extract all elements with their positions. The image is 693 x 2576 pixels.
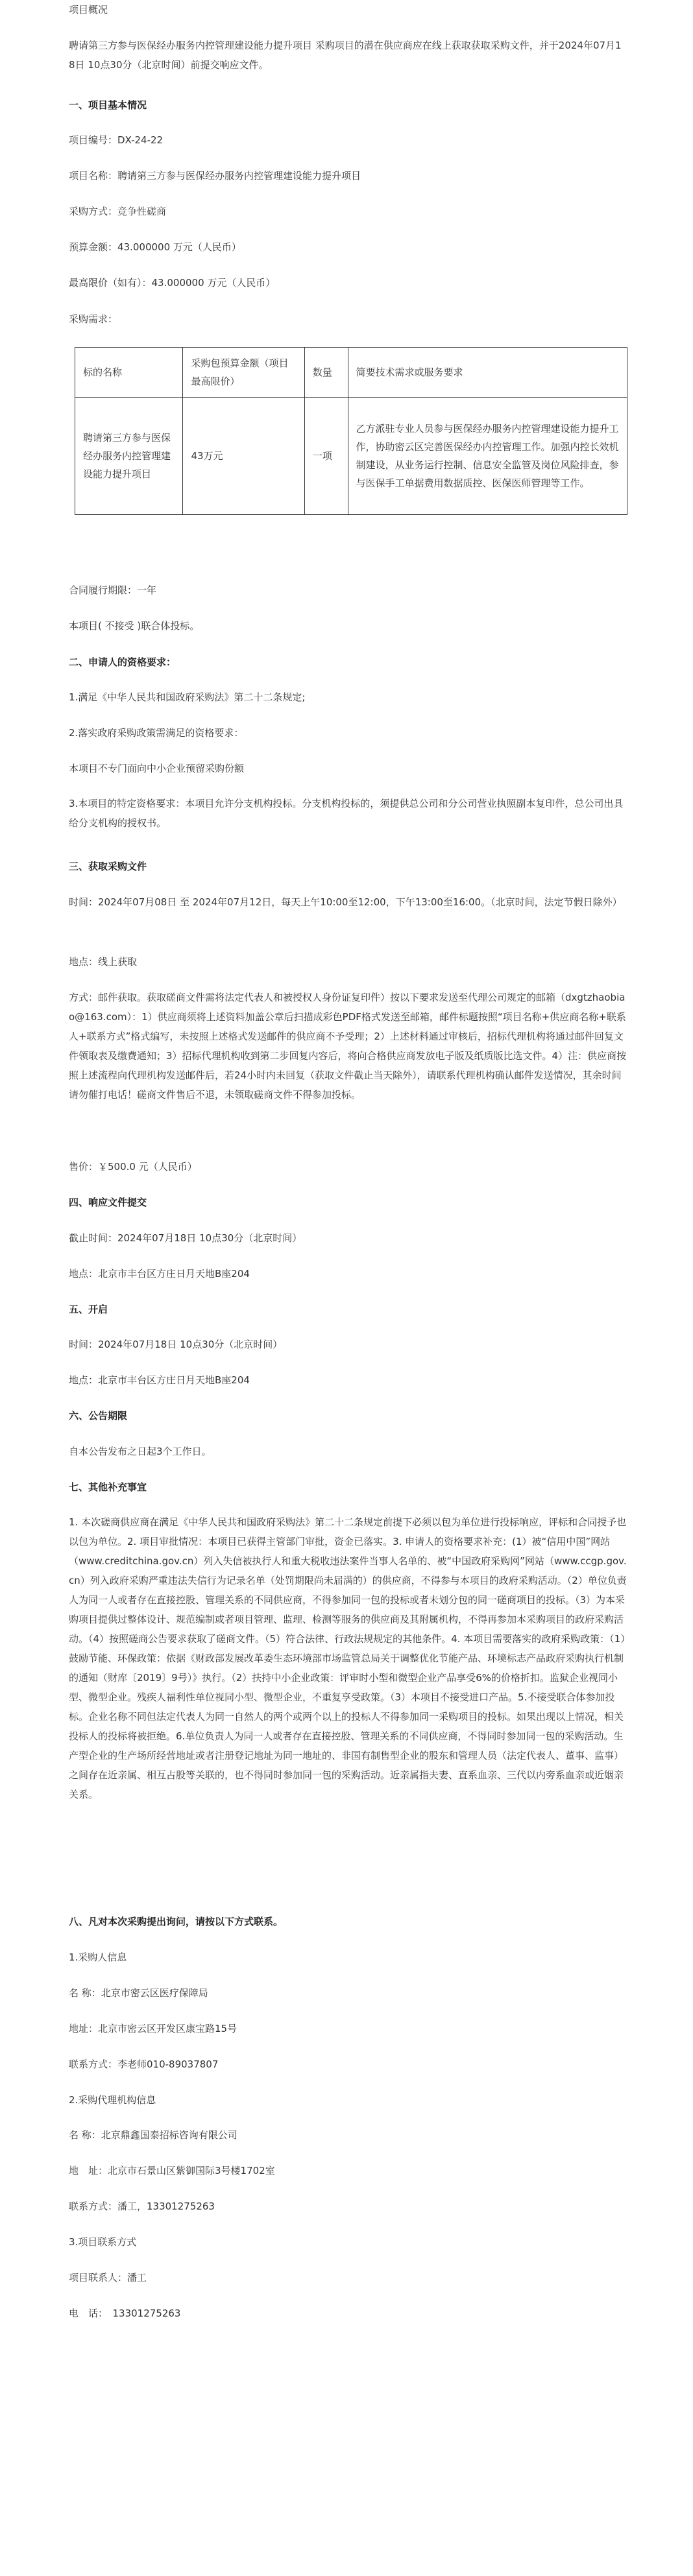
purchaser-name: 名 称：北京市密云区医疗保障局 <box>69 1987 208 1999</box>
table-header: 标的名称 <box>75 348 183 398</box>
section3-heading: 三、获取采购文件 <box>69 861 147 872</box>
supplementary-text: 1. 本次磋商供应商在满足《中华人民共和国政府采购法》第二十二条规定前提下必须以包为单位进行投标响应，评标和合同授予也以包为单位。2. 项目审批情况：本项目已获得主管部门审批，资金已落实。3. 申请人的资格要求补充：(1）被“信用中国”网站（www.creditchina.gov.cn）列入失信被执行人和重大税收违法案件当事人名单的、被“中国政府采购网”网站（www.ccgp.gov.cn）列入政府采购严重违法失信行为记录名单（处罚期限尚未届满的）的供应商，不得参与本项目的政府采购活动。（2）单位负责人为同一人或者存在直接控股、管理关系的不同供应商，不得参加同一包的投标或者未划分包的同一磋商项目的投标。（3）为本采购项目提供过整体设计、规范编制或者项目管理、监理、检测等服务的供应商及其附属机构，不得再参加本采购项目的政府采购活动。（4）按照磋商公告要求获取了磋商文件。（5）符合法律、行政法规规定的其他条件。4. 本项目需要落实的政府采购政策：（1）鼓励节能、环保政策：依据《财政部发展改革委生态环境部市场监管总局关于调整优化节能产品、环境标志产品政府采购执行机制的通知（财库〔2019〕9号）》执行。（2）扶持中小企业政策：评审时小型和微型企业产品享受6%的价格折扣。监狱企业视同小型、微型企业。残疾人福利性单位视同小型、微型企业，不重复享受政策。（3）本项目不接受进口产品。5.不接受联合体参加投标。企业名称不同但法定代表人为同一自然人的两个或两个以上的投标人不得参加同一采购项目的投标。如果出现以上情况，相关投标人的投标将被拒绝。6.单位负责人为同一人或者存在直接控股、管理关系的不同供应商，不得同时参加同一包的采购活动。生产型企业的生产场所经营地址或者注册登记地址为同一地址的、非国有制售型企业的股东和管理人员（法定代表人、董事、监事）之间存在近亲属、相互占股等关联的，也不得同时参加同一包的采购活动。近亲属指夫妻、直系血亲、三代以内旁系血亲或近姻亲关系。 <box>69 1516 627 1800</box>
section2-heading: 二、申请人的资格要求： <box>69 656 176 668</box>
contract-period: 合同履行期限：一年 <box>69 584 157 596</box>
overview-text: 聘请第三方参与医保经办服务内控管理建设能力提升项目 采购项目的潜在供应商应在线上获取获取采购文件，并于2024年07月18日 10点30分（北京时间）前提交响应文件。 <box>69 40 622 71</box>
budget-amount: 预算金额：43.000000 万元（人民币） <box>69 241 241 253</box>
table-header: 采购包预算金额（项目最高限价） <box>183 348 304 398</box>
opening-place: 地点：北京市丰台区方庄日月天地B座204 <box>69 1374 250 1386</box>
acquire-place: 地点：线上获取 <box>69 956 138 968</box>
qualification-item-3: 3.本项目的特定资格要求：本项目允许分支机构投标。分支机构投标的，须提供总公司和分公司营业执照副本复印件，总公司出具给分支机构的授权书。 <box>69 798 624 829</box>
project-contact-phone: 电 话： 13301275263 <box>69 2308 181 2319</box>
purchaser-contact: 联系方式：李老师010-89037807 <box>69 2058 219 2070</box>
project-number: 项目编号：DX-24-22 <box>69 134 164 146</box>
table-row <box>75 398 627 515</box>
document-price: 售价：￥500.0 元（人民币） <box>69 1161 197 1173</box>
overview-title: 项目概况 <box>69 4 108 16</box>
agency-title: 2.采购代理机构信息 <box>69 2094 156 2106</box>
table-cell-budget: 43万元 <box>183 398 304 515</box>
section7-heading: 七、其他补充事宜 <box>69 1481 147 1493</box>
section1-heading: 一、项目基本情况 <box>69 99 147 111</box>
submission-place: 地点：北京市丰台区方庄日月天地B座204 <box>69 1268 250 1280</box>
agency-contact: 联系方式：潘工，13301275263 <box>69 2200 215 2212</box>
max-price: 最高限价（如有）：43.000000 万元（人民币） <box>69 277 276 289</box>
section5-heading: 五、开启 <box>69 1304 108 1315</box>
section8-heading: 八、凡对本次采购提出询问，请按以下方式联系。 <box>69 1916 284 1927</box>
acquire-time: 时间：2024年07月08日 至 2024年07月12日，每天上午10:00至12:00，下午13:00至16:00。（北京时间，法定节假日除外） <box>69 896 622 908</box>
table-cell-requirement: 乙方派驻专业人员参与医保经办服务内控管理建设能力提升工作，协助密云区完善医保经办内控管理工作。加强内控长效机制建设，从业务运行控制、信息安全监管及岗位风险排查，参与医保手工单据费用数据质控、医保医师管理等工作。 <box>348 398 627 515</box>
agency-name: 名 称：北京鼎鑫国泰招标咨询有限公司 <box>69 2129 237 2141</box>
consortium-note: 本项目( 不接受 )联合体投标。 <box>69 620 200 632</box>
acquire-method: 方式：邮件获取。获取磋商文件需将法定代表人和被授权人身份证复印件）按以下要求发送至代理公司规定的邮箱（dxgtzhaobiao@163.com）：1）供应商须将上述资料加盖公章后扫描成彩色PDF格式发送至邮箱，邮件标题按照“项目名称+供应商名称+联系人+联系方式”格式编写，未按照上述格式发送邮件的供应商不予受理；2）上述材料通过审核后，招标代理机构将通过邮件回复文件领取表及缴费通知；3）招标代理机构收到第二步回复内容后，将向合格供应商发放电子版及纸质版比选文件。4）注：供应商按照上述流程向代理机构发送邮件后，若24小时内未回复（获取文件截止当天除外），请联系代理机构确认邮件发送情况，其余时间请勿催打电话！磋商文件售后不退，未领取磋商文件不得参加投标。 <box>69 992 627 1101</box>
section4-heading: 四、响应文件提交 <box>69 1197 147 1208</box>
project-contact-title: 3.项目联系方式 <box>69 2236 137 2248</box>
project-contact-person: 项目联系人：潘工 <box>69 2272 147 2284</box>
agency-address: 地 址：北京市石景山区紫御国际3号楼1702室 <box>69 2165 275 2176</box>
qualification-item-1: 1.满足《中华人民共和国政府采购法》第二十二条规定; <box>69 691 306 703</box>
purchaser-title: 1.采购人信息 <box>69 1951 127 1963</box>
table-cell-quantity: 一项 <box>304 398 348 515</box>
qualification-item-2-note: 本项目不专门面向中小企业预留采购份额 <box>69 763 245 774</box>
notice-period: 自本公告发布之日起3个工作日。 <box>69 1446 212 1457</box>
table-header-row <box>75 348 627 398</box>
opening-time: 时间：2024年07月18日 10点30分（北京时间） <box>69 1339 283 1350</box>
requirements-table <box>75 347 627 515</box>
purchaser-address: 地址：北京市密云区开发区康宝路15号 <box>69 2023 237 2034</box>
procurement-method: 采购方式：竞争性磋商 <box>69 206 167 217</box>
demand-label: 采购需求： <box>69 313 118 325</box>
section6-heading: 六、公告期限 <box>69 1410 128 1422</box>
table-header: 简要技术需求或服务要求 <box>348 348 627 398</box>
project-name: 项目名称：聘请第三方参与医保经办服务内控管理建设能力提升项目 <box>69 170 361 182</box>
qualification-item-2: 2.落实政府采购政策需满足的资格要求： <box>69 727 244 739</box>
submission-deadline: 截止时间：2024年07月18日 10点30分（北京时间） <box>69 1232 302 1244</box>
table-cell-item: 聘请第三方参与医保经办服务内控管理建设能力提升项目 <box>75 398 183 515</box>
table-header: 数量 <box>304 348 348 398</box>
